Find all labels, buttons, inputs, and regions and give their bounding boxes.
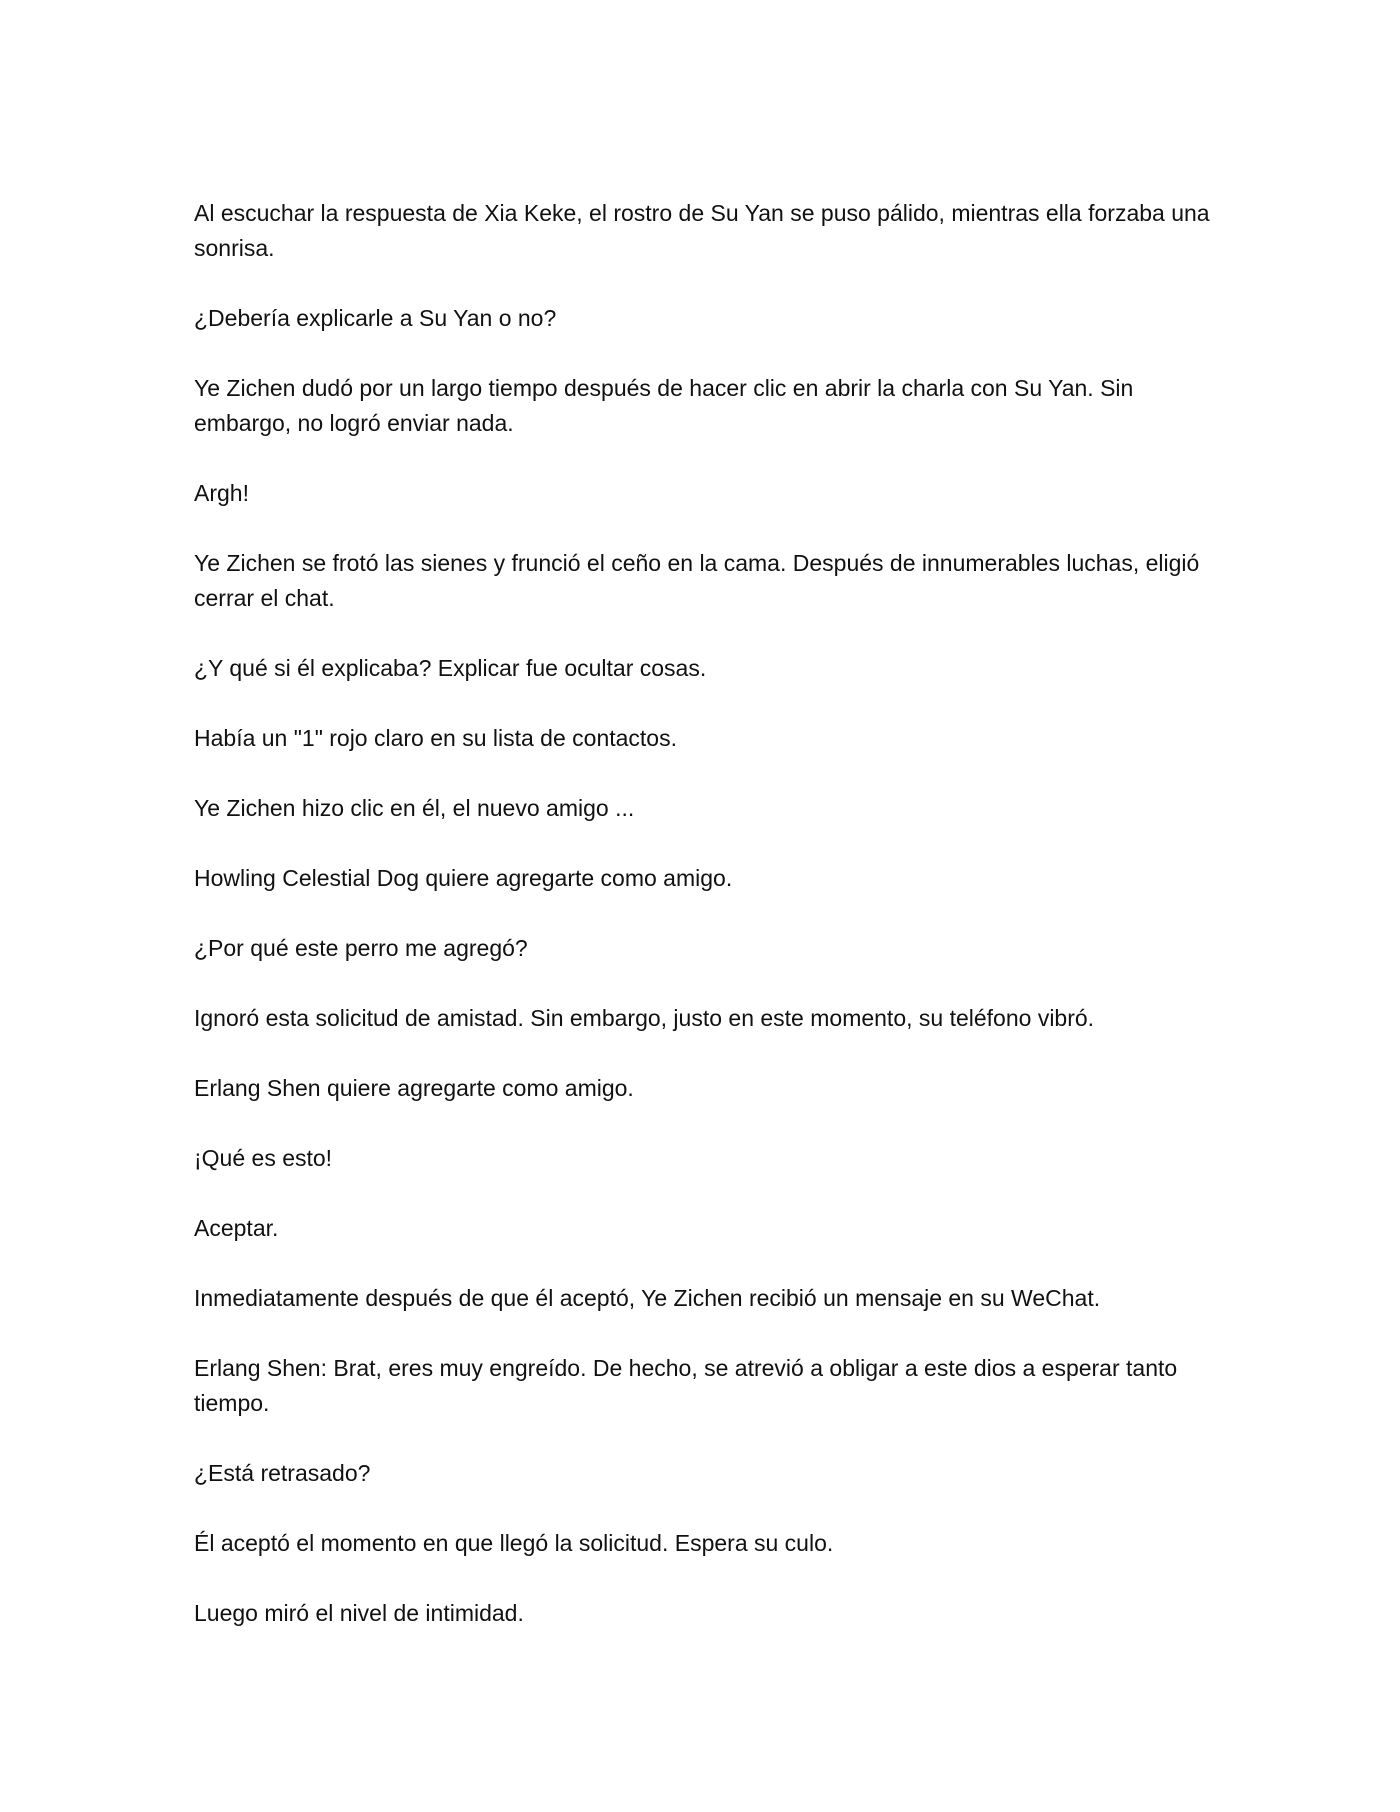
paragraph: Inmediatamente después de que él aceptó, Ye Zichen recibió un mensaje en su WeChat. xyxy=(194,1285,1101,1311)
paragraph: Ye Zichen hizo clic en él, el nuevo amigo ... xyxy=(194,795,635,821)
paragraph: ¿Está retrasado? xyxy=(194,1460,371,1486)
paragraph: Aceptar. xyxy=(194,1215,279,1241)
paragraph: Erlang Shen: Brat, eres muy engreído. De hecho, se atrevió a obligar a este dios a esperar tanto tiempo. xyxy=(194,1355,1178,1416)
paragraph: Howling Celestial Dog quiere agregarte como amigo. xyxy=(194,865,733,891)
paragraph: Había un "1" rojo claro en su lista de contactos. xyxy=(194,725,677,751)
paragraph: Ye Zichen se frotó las sienes y frunció el ceño en la cama. Después de innumerables luchas, eligió cerrar el chat. xyxy=(194,550,1200,611)
paragraph: ¿Debería explicarle a Su Yan o no? xyxy=(194,305,557,331)
paragraph: ¡Qué es esto! xyxy=(194,1145,333,1171)
paragraph: Él aceptó el momento en que llegó la solicitud. Espera su culo. xyxy=(194,1530,834,1556)
paragraph: Ignoró esta solicitud de amistad. Sin embargo, justo en este momento, su teléfono vibró. xyxy=(194,1005,1095,1031)
paragraph: ¿Y qué si él explicaba? Explicar fue ocultar cosas. xyxy=(194,655,707,681)
paragraph: ¿Por qué este perro me agregó? xyxy=(194,935,528,961)
document-body xyxy=(194,196,1214,1666)
paragraph: Erlang Shen quiere agregarte como amigo. xyxy=(194,1075,634,1101)
paragraph: Argh! xyxy=(194,480,249,506)
paragraph: Ye Zichen dudó por un largo tiempo después de hacer clic en abrir la charla con Su Yan. Sin embargo, no logró enviar nada. xyxy=(194,375,1134,436)
paragraph: Al escuchar la respuesta de Xia Keke, el rostro de Su Yan se puso pálido, mientras ella forzaba una sonrisa. xyxy=(194,200,1210,261)
paragraph: Luego miró el nivel de intimidad. xyxy=(194,1600,524,1626)
